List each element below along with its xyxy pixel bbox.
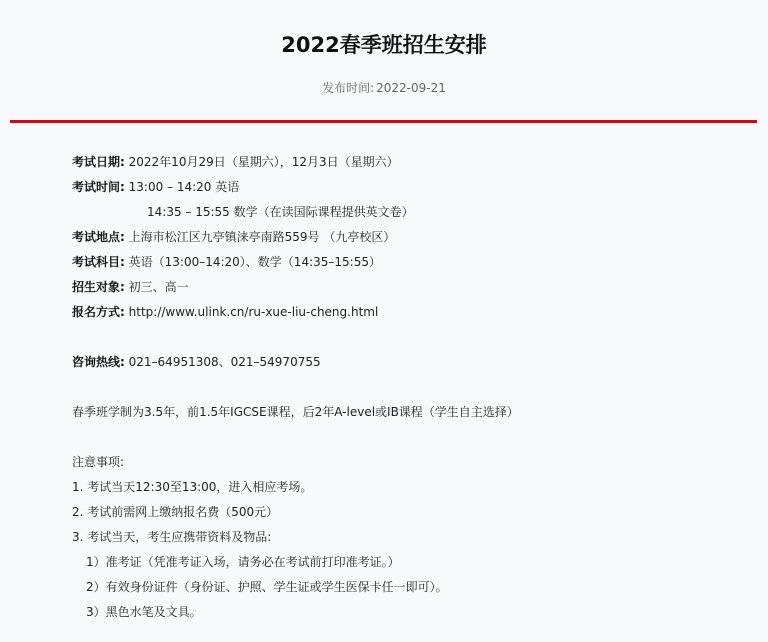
publish-date-value: 2022-09-21 [376, 81, 446, 95]
target-label: 招生对象: [72, 280, 125, 294]
article-body [72, 150, 752, 625]
spacer [72, 375, 752, 400]
exam-place-label: 考试地点: [72, 230, 125, 244]
exam-time-label: 考试时间: [72, 180, 125, 194]
exam-subject-row [72, 250, 752, 275]
publish-date-label: 发布时间: [322, 81, 375, 95]
exam-time-value-math: 14:35 – 15:55 数学（在读国际课程提供英文卷） [147, 205, 414, 219]
exam-date-value: 2022年10月29日（星期六），12月3日（星期六） [128, 155, 399, 169]
note-item-2: 2. 考试前需网上缴纳报名费（500元） [72, 505, 279, 519]
exam-subject-label: 考试科目: [72, 255, 125, 269]
note-item-1: 1. 考试当天12:30至13:00，进入相应考场。 [72, 480, 313, 494]
target-row [72, 275, 752, 300]
note-subitem-3: 3）黑色水笔及文具。 [86, 605, 202, 619]
note-subitem-1: 1）准考证（凭准考证入场，请务必在考试前打印准考证。） [86, 555, 400, 569]
program-description: 春季班学制为3.5年，前1.5年IGCSE课程，后2年A-level或IB课程（学生自主选择） [72, 405, 519, 419]
signup-row [72, 300, 752, 325]
signup-label: 报名方式: [72, 305, 125, 319]
exam-time-value-english: 13:00 – 14:20 英语 [128, 180, 240, 194]
spacer [72, 425, 752, 450]
publish-date [0, 79, 768, 97]
notes-heading: 注意事项: [72, 455, 125, 469]
hotline-value: 021–64951308、021–54970755 [128, 355, 321, 369]
page-title: 2022春季班招生安排 [281, 33, 487, 57]
note-item-3: 3. 考试当天，考生应携带资料及物品: [72, 530, 272, 544]
title-divider [10, 120, 757, 123]
exam-date-row [72, 150, 752, 175]
exam-place-value: 上海市松江区九亭镇涞亭南路559号 （九亭校区） [128, 230, 396, 244]
spacer [72, 325, 752, 350]
exam-place-row [72, 225, 752, 250]
target-value: 初三、高一 [128, 280, 189, 294]
hotline-label: 咨询热线: [72, 355, 125, 369]
note-subitem-2: 2）有效身份证件（身份证、护照、学生证或学生医保卡任一即可）。 [86, 580, 448, 594]
hotline-row [72, 350, 752, 375]
signup-link[interactable]: http://www.ulink.cn/ru-xue-liu-cheng.html [128, 305, 379, 319]
exam-subject-value: 英语（13:00–14:20）、数学（14:35–15:55） [128, 255, 381, 269]
exam-time-row-2 [72, 200, 752, 225]
exam-time-row [72, 175, 752, 200]
exam-date-label: 考试日期: [72, 155, 125, 169]
